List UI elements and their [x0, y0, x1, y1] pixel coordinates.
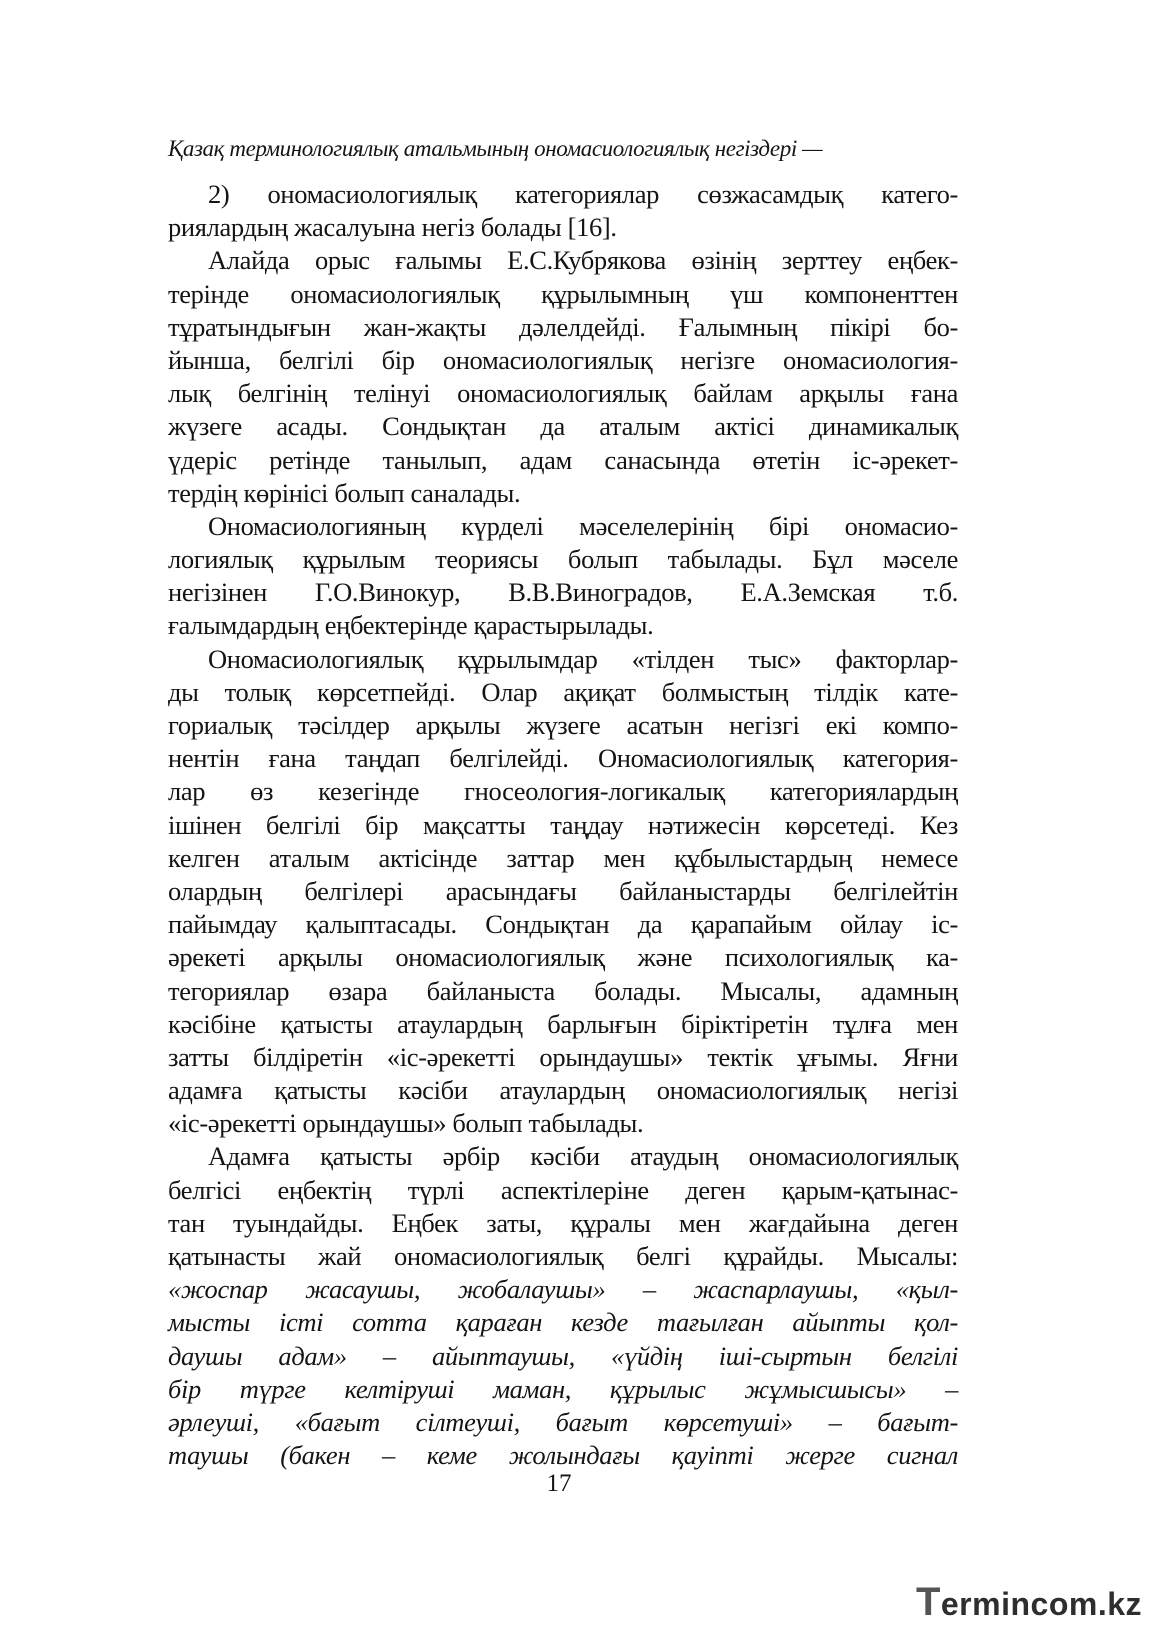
text-line: олардың белгілері арасындағы байланыстарды белгілейтін: [168, 875, 958, 906]
text-line: Алайда орыс ғалымы Е.С.Кубрякова өзінің зерттеу еңбек-: [208, 245, 958, 276]
text-line: ғалымдардың еңбектерінде қарастырылады.: [168, 610, 654, 641]
text-line: таушы (бакен – кеме жолындағы қауіпті жерге сигнал: [168, 1440, 958, 1471]
text-line: логиялық құрылым теориясы болып табылады. Бұл мәселе: [168, 544, 958, 575]
text-line: әрлеуші, «бағыт сілтеуші, бағыт көрсетуші» – бағыт-: [168, 1406, 958, 1437]
text-line: тан туындайды. Еңбек заты, құралы мен жағдайына деген: [168, 1207, 958, 1238]
text-line: тұратындығын жан-жақты дәлелдейді. Ғалымның пікірі бо-: [168, 311, 958, 342]
text-line: үдеріс ретінде танылып, адам санасында өтетін іс-әрекет-: [168, 444, 958, 475]
text-line: мысты істі сотта қараған кезде тағылған айыпты қол-: [168, 1307, 958, 1338]
text-line: пайымдау қалыптасады. Сондықтан да қарапайым ойлау іс-: [168, 909, 958, 940]
site-watermark-logo: [916, 1580, 1142, 1625]
text-line: гориалық тәсілдер арқылы жүзеге асатын негізгі екі компо-: [168, 710, 958, 740]
text-line: адамға қатысты кәсіби атаулардың ономасиологиялық негізі: [168, 1075, 958, 1106]
text-line: Ономасиологияның күрделі мәселелерінің бірі ономасио-: [208, 510, 958, 541]
text-line: кәсібіне қатысты атаулардың барлығын біріктіретін тұлға мен: [168, 1008, 958, 1039]
running-header: Қазақ терминологиялық атальмының ономасиологиялық негіздері —: [168, 136, 823, 161]
watermark-initial: T: [915, 1580, 941, 1624]
text-line: лар өз кезегінде гносеология-логикалық категориялардың: [168, 776, 958, 807]
text-line: қатынасты жай ономасиологиялық белгі құрайды. Мысалы:: [168, 1241, 958, 1271]
text-line: йынша, белгілі бір ономасиологиялық негізге ономасиология-: [168, 344, 958, 375]
text-line: тегориялар өзара байланыста болады. Мысалы, адамның: [168, 975, 958, 1006]
text-line: нентін ғана таңдап белгілейді. Ономасиологиялық категория-: [168, 743, 958, 774]
text-line: келген аталым актісінде заттар мен құбылыстардың немесе: [168, 842, 958, 873]
watermark-text: ermincom.kz: [940, 1586, 1142, 1622]
text-line: затты білдіретін «іс-әрекетті орындаушы» тектік ұғымы. Яғни: [168, 1041, 958, 1072]
text-line: 2) ономасиологиялық категориялар сөзжасамдық катего-: [208, 179, 958, 209]
page-number: 17: [546, 1470, 572, 1497]
text-line: белгісі еңбектің түрлі аспектілеріне деген қарым-қатынас-: [168, 1174, 958, 1205]
text-line: ішінен белгілі бір мақсатты таңдау нәтижесін көрсетеді. Кез: [168, 809, 958, 840]
text-line: ды толық көрсетпейді. Олар ақиқат болмыстың тілдік кате-: [168, 676, 958, 707]
text-line: әрекеті арқылы ономасиологиялық және психологиялық ка-: [168, 942, 958, 973]
body-text: [168, 178, 958, 1472]
text-line: терінде ономасиологиялық құрылымның үш компоненттен: [168, 278, 958, 309]
text-line: бір түрге келтіруші маман, құрылыс жұмысшысы» –: [168, 1373, 958, 1404]
text-line: Ономасиологиялық құрылымдар «тілден тыс» факторлар-: [208, 643, 958, 674]
text-line: Адамға қатысты әрбір кәсіби атаудың ономасиологиялық: [208, 1141, 958, 1172]
text-line: даушы адам» – айыптаушы, «үйдің іші-сыртын белгілі: [168, 1340, 958, 1371]
text-line: тердің көрінісі болып саналады.: [168, 477, 521, 508]
text-line: «іс-әрекетті орындаушы» болып табылады.: [168, 1108, 644, 1139]
text-line: «жоспар жасаушы, жобалаушы» – жаспарлаушы, «қыл-: [168, 1274, 958, 1305]
text-line: лық белгінің телінуі ономасиологиялық байлам арқылы ғана: [168, 378, 958, 409]
text-line: риялардың жасалуына негіз болады [16].: [168, 212, 617, 243]
text-line: жүзеге асады. Сондықтан да аталым актісі динамикалық: [168, 411, 958, 442]
text-line: негізінен Г.О.Винокур, В.В.Виноградов, Е.А.Земская т.б.: [168, 577, 958, 608]
